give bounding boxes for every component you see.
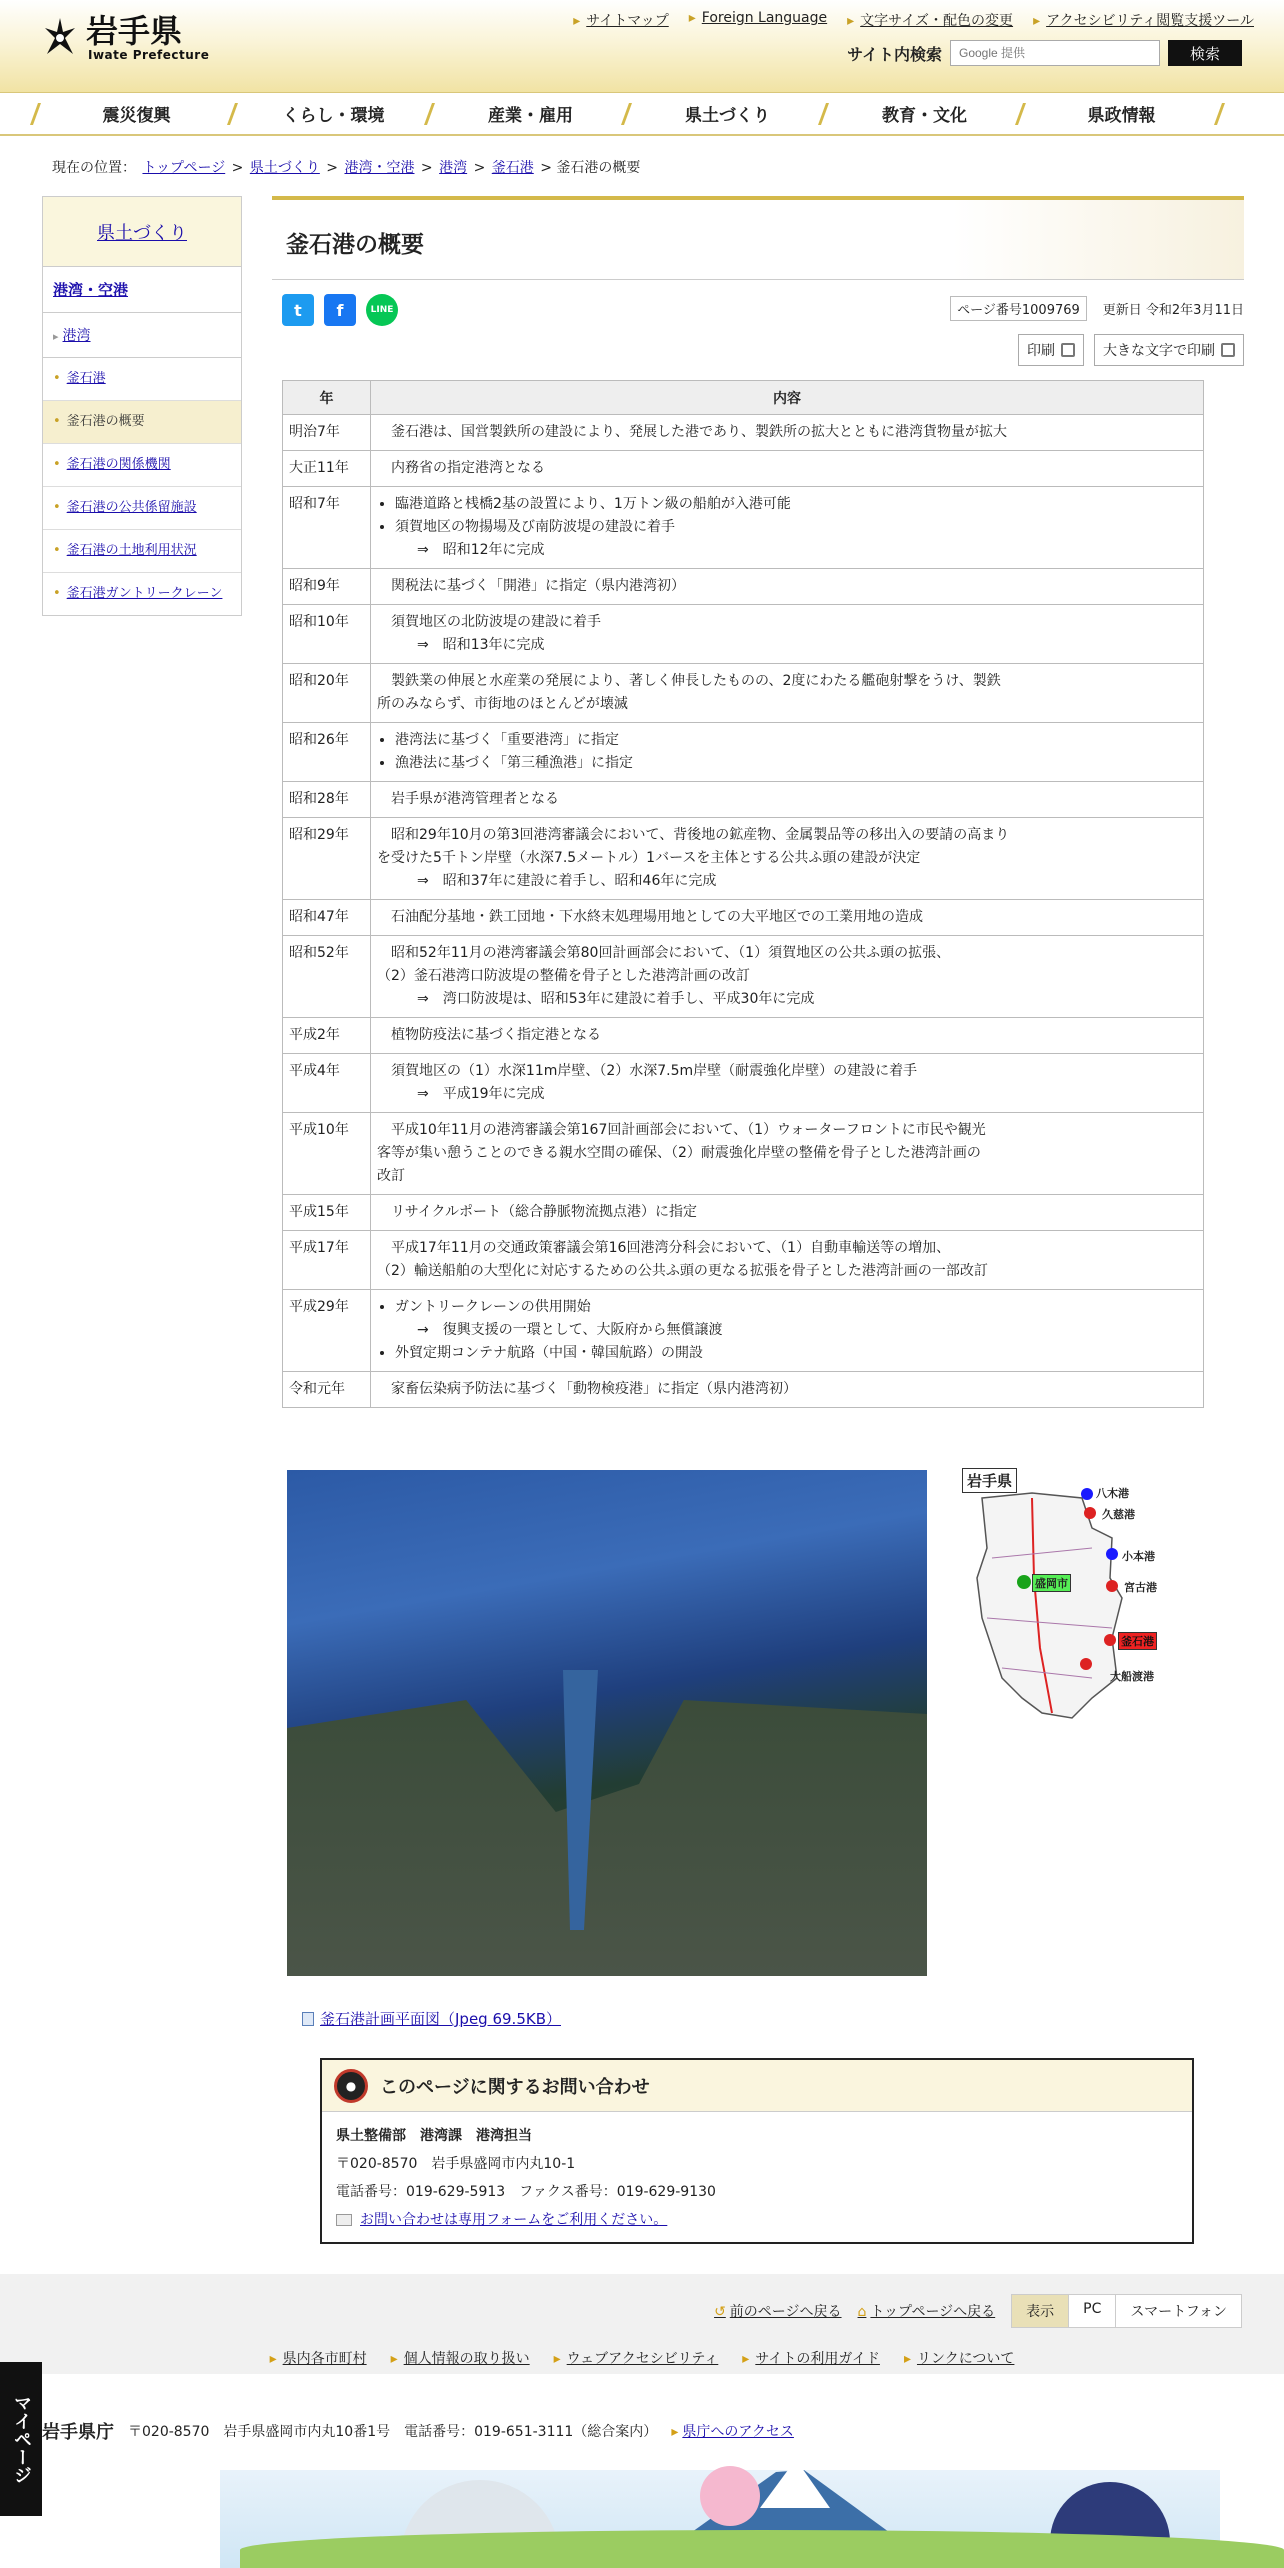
table-cell-year: 令和元年 bbox=[283, 1372, 371, 1408]
content-line: 平成17年11月の交通政策審議会第16回港湾分科会において、（1）自動車輸送等の増加、 bbox=[391, 1240, 951, 1256]
table-row bbox=[283, 936, 1204, 1018]
table-cell-year: 平成15年 bbox=[283, 1195, 371, 1231]
sidebar-item-crane bbox=[43, 573, 241, 615]
table-cell-content bbox=[371, 487, 1204, 569]
content-line: （2）輸送船舶の大型化に対応するための公共ふ頭の更なる拡張を骨子とした港湾計画の一部改訂 bbox=[377, 1263, 988, 1279]
table-row bbox=[283, 487, 1204, 569]
iwate-map-icon bbox=[962, 1468, 1172, 1728]
content-line: • 港湾法に基づく「重要港湾」に指定 bbox=[395, 729, 1197, 752]
text-size-color-link[interactable]: ▸ 文字サイズ・配色の変更 bbox=[847, 10, 1013, 30]
sidebar-link-ports[interactable]: 港湾 bbox=[62, 328, 91, 344]
sidebar-link-land-use[interactable]: 釜石港の土地利用状況 bbox=[66, 543, 197, 558]
table-cell-year: 平成2年 bbox=[283, 1018, 371, 1054]
table-cell-content bbox=[371, 1372, 1204, 1408]
content-line: 須賀地区の北防波堤の建設に着手 bbox=[391, 614, 601, 630]
sidebar-link-crane[interactable]: 釜石港ガントリークレーン bbox=[66, 586, 223, 601]
gnav-item-living[interactable]: くらし・環境 bbox=[235, 93, 432, 134]
contact-body bbox=[322, 2112, 1192, 2244]
table-cell-year: 昭和7年 bbox=[283, 487, 371, 569]
content-line: を受けた5千トン岸壁（水深7.5メートル）1バースを主体とする公共ふ頭の建設が決定 bbox=[377, 850, 921, 866]
iwate-port-map bbox=[962, 1468, 1172, 1728]
utility-links bbox=[573, 10, 1254, 30]
table-row bbox=[283, 1054, 1204, 1113]
table-cell-year: 平成4年 bbox=[283, 1054, 371, 1113]
footer-link-links[interactable]: ▸ リンクについて bbox=[904, 2348, 1014, 2368]
photo-land bbox=[287, 1700, 927, 1976]
content-line: 須賀地区の（1）水深11m岸壁、（2）水深7.5m岸壁（耐震強化岸壁）の建設に着手 bbox=[391, 1063, 918, 1079]
table-cell-year: 昭和26年 bbox=[283, 723, 371, 782]
mypage-tab[interactable]: マイページ bbox=[0, 2362, 42, 2516]
contact-form-row bbox=[336, 2206, 1178, 2234]
table-cell-year: 平成10年 bbox=[283, 1113, 371, 1195]
content-line: 釜石港は、国営製鉄所の建設により、発展した港であり、製鉄所の拡大とともに港湾貨物量が拡大 bbox=[391, 424, 1007, 440]
breadcrumb-prefix: 現在の位置： bbox=[52, 160, 136, 176]
table-row bbox=[283, 1290, 1204, 1372]
content-line: 石油配分基地・鉄工団地・下水終末処理場用地としての大平地区での工業用地の造成 bbox=[391, 909, 923, 925]
content-line: 岩手県が港湾管理者となる bbox=[391, 791, 559, 807]
display-pc-button[interactable]: PC bbox=[1069, 2295, 1116, 2327]
table-cell-content bbox=[371, 1231, 1204, 1290]
sidebar-title bbox=[43, 197, 241, 267]
prefecture-office-name: 岩手県庁 bbox=[42, 2422, 114, 2443]
table-cell-year: 昭和52年 bbox=[283, 936, 371, 1018]
column-header-content: 内容 bbox=[371, 381, 1204, 415]
content-line: • 漁港法に基づく「第三種漁港」に指定 bbox=[395, 752, 1197, 775]
content-line: 平成10年11月の港湾審議会第167回計画部会において、（1）ウォーターフロントに市民や観光 bbox=[391, 1122, 986, 1138]
breadcrumb-infrastructure[interactable]: 県土づくり bbox=[249, 160, 320, 176]
sidebar-link-kamaishi[interactable]: 釜石港 bbox=[66, 371, 106, 386]
table-row bbox=[283, 415, 1204, 451]
mail-icon bbox=[336, 2214, 352, 2226]
map-label-omoto: 小本港 bbox=[1122, 1550, 1155, 1563]
breadcrumb-current: 釜石港の概要 bbox=[556, 160, 641, 176]
table-row bbox=[283, 1195, 1204, 1231]
display-smartphone-button[interactable]: スマートフォン bbox=[1130, 2304, 1227, 2320]
content-line: ⇒ 昭和12年に完成 bbox=[417, 542, 545, 558]
content-line: 製鉄業の伸展と水産業の発展により、著しく伸長したものの、2度にわたる艦砲射撃をうけ、製鉄 bbox=[391, 673, 1001, 689]
table-row bbox=[283, 1231, 1204, 1290]
map-label-kuji: 久慈港 bbox=[1102, 1508, 1135, 1521]
content-line: ⇒ 湾口防波堤は、昭和53年に建設に着手し、平成30年に完成 bbox=[417, 991, 815, 1007]
column-header-year: 年 bbox=[283, 381, 371, 415]
content-line: 内務省の指定港湾となる bbox=[391, 460, 545, 476]
search-button[interactable]: 検索 bbox=[1168, 40, 1242, 66]
print-large-label: 大きな文字で印刷 bbox=[1103, 343, 1215, 359]
breadcrumb-ports[interactable]: 港湾 bbox=[439, 160, 468, 176]
content-line: 昭和52年11月の港湾審議会第80回計画部会において、（1）須賀地区の公共ふ頭の拡張、 bbox=[391, 945, 951, 961]
content-line: ⇒ 平成19年に完成 bbox=[417, 1086, 545, 1102]
page-meta bbox=[950, 296, 1244, 321]
logo-sub-text: Iwate Prefecture bbox=[88, 48, 210, 62]
table-cell-year: 明治7年 bbox=[283, 415, 371, 451]
gnav-item-infrastructure[interactable]: 県土づくり bbox=[629, 93, 826, 134]
history-table-body bbox=[283, 415, 1204, 1408]
footer-link-privacy[interactable]: ▸ 個人情報の取り扱い bbox=[391, 2348, 530, 2368]
content-line: • ガントリークレーンの供用開始 bbox=[395, 1296, 1197, 1319]
table-row bbox=[283, 1018, 1204, 1054]
table-cell-content bbox=[371, 1113, 1204, 1195]
table-row bbox=[283, 723, 1204, 782]
content-line: （2）釜石港湾口防波堤の整備を骨子とした港湾計画の改訂 bbox=[377, 968, 750, 984]
table-cell-content bbox=[371, 664, 1204, 723]
display-label: 表示 bbox=[1012, 2295, 1069, 2327]
printer-icon bbox=[1221, 343, 1235, 357]
content-line: 関税法に基づく「開港」に指定（県内港湾初） bbox=[391, 578, 685, 594]
search-label: サイト内検索 bbox=[847, 44, 942, 64]
table-cell-year: 大正11年 bbox=[283, 451, 371, 487]
map-label-yagi: 八木港 bbox=[1096, 1487, 1129, 1500]
table-cell-content bbox=[371, 782, 1204, 818]
footer-address bbox=[42, 2418, 794, 2444]
breadcrumb-ports-airports[interactable]: 港湾・空港 bbox=[344, 160, 415, 176]
table-cell-year: 昭和29年 bbox=[283, 818, 371, 900]
sidebar-item-land-use bbox=[43, 530, 241, 573]
plan-file-link[interactable]: 釜石港計画平面図（Jpeg 69.5KB） bbox=[320, 2010, 561, 2028]
site-search bbox=[847, 40, 1242, 66]
table-cell-year: 平成29年 bbox=[283, 1290, 371, 1372]
site-header bbox=[0, 0, 1284, 92]
sidebar-item-kamaishi bbox=[43, 358, 241, 401]
facebook-icon[interactable]: f bbox=[324, 294, 356, 326]
foreign-language-link[interactable]: ▸ Foreign Language bbox=[689, 10, 827, 30]
table-cell-year: 昭和10年 bbox=[283, 605, 371, 664]
footer-links bbox=[0, 2348, 1284, 2368]
content-line: ⇒ 昭和13年に完成 bbox=[417, 637, 545, 653]
plan-file-link-row bbox=[302, 2008, 561, 2029]
sidebar-item-overview-current: • 釜石港の概要 bbox=[43, 401, 241, 444]
gnav-item-reconstruction[interactable]: 震災復興 bbox=[38, 93, 235, 134]
line-icon[interactable]: LINE bbox=[366, 294, 398, 326]
sidebar-item-ports bbox=[43, 313, 241, 358]
table-cell-content bbox=[371, 605, 1204, 664]
footer-link-municipalities[interactable]: ▸ 県内各市町村 bbox=[270, 2348, 367, 2368]
display-switcher bbox=[1011, 2294, 1242, 2328]
logo-main-text: 岩手県 bbox=[86, 12, 183, 50]
breadcrumb-kamaishi[interactable]: 釜石港 bbox=[491, 160, 534, 176]
page-number: ページ番号1009769 bbox=[950, 296, 1087, 321]
breadcrumb: 現在の位置： トップページ > 県土づくり > 港湾・空港 > 港湾 > 釜石港 > 釜石港の概要 bbox=[52, 160, 641, 176]
map-label-ofunato: 大船渡港 bbox=[1110, 1670, 1154, 1683]
content-line: ⇒ 昭和37年に建設に着手し、昭和46年に完成 bbox=[417, 873, 717, 889]
table-cell-year: 昭和20年 bbox=[283, 664, 371, 723]
content-line: • 臨港道路と桟橋2基の設置により、1万トン級の船舶が入港可能 bbox=[395, 493, 1197, 516]
table-cell-year: 昭和47年 bbox=[283, 900, 371, 936]
global-nav bbox=[0, 92, 1284, 136]
table-cell-content bbox=[371, 818, 1204, 900]
table-row bbox=[283, 900, 1204, 936]
sidebar-title-link[interactable]: 県土づくり bbox=[97, 222, 187, 244]
sidebar-item-mooring bbox=[43, 487, 241, 530]
map-title: 岩手県 bbox=[962, 1468, 1017, 1493]
gnav-item-industry[interactable]: 産業・雇用 bbox=[432, 93, 629, 134]
site-logo[interactable] bbox=[42, 14, 209, 62]
table-row bbox=[283, 1113, 1204, 1195]
table-cell-year: 平成17年 bbox=[283, 1231, 371, 1290]
breadcrumb-top[interactable]: トップページ bbox=[142, 160, 226, 176]
table-row bbox=[283, 451, 1204, 487]
page-title: 釜石港の概要 bbox=[272, 196, 1244, 280]
content-line: • 須賀地区の物揚場及び南防波堤の建設に着手 bbox=[395, 516, 1197, 539]
content-line: 植物防疫法に基づく指定港となる bbox=[391, 1027, 601, 1043]
twitter-icon[interactable]: t bbox=[282, 294, 314, 326]
gnav-item-government[interactable]: 県政情報 bbox=[1023, 93, 1220, 134]
top-page-link[interactable]: ⌂ トップページへ戻る bbox=[858, 2301, 996, 2321]
table-row bbox=[283, 818, 1204, 900]
footer-link-guide[interactable]: ▸ サイトの利用ガイド bbox=[742, 2348, 880, 2368]
sitemap-link[interactable]: ▸ サイトマップ bbox=[573, 10, 669, 30]
table-cell-content bbox=[371, 936, 1204, 1018]
content-line: リサイクルポート（総合静脈物流拠点港）に指定 bbox=[391, 1204, 698, 1220]
table-row bbox=[283, 782, 1204, 818]
table-cell-year: 昭和28年 bbox=[283, 782, 371, 818]
gnav-item-education[interactable]: 教育・文化 bbox=[826, 93, 1023, 134]
illustration-cherry-tree bbox=[700, 2466, 760, 2526]
search-input[interactable] bbox=[950, 40, 1160, 66]
back-link[interactable]: ↺ 前のページへ戻る bbox=[714, 2301, 841, 2321]
table-row bbox=[283, 605, 1204, 664]
main-content bbox=[272, 196, 1244, 1397]
office-access-link[interactable]: ▸ 県庁へのアクセス bbox=[671, 2421, 794, 2441]
sidebar bbox=[42, 196, 242, 616]
table-row bbox=[283, 664, 1204, 723]
map-label-kamaishi: 釜石港 bbox=[1118, 1632, 1157, 1650]
illustration-hill bbox=[240, 2530, 1284, 2568]
history-table bbox=[282, 380, 1204, 1408]
content-line: 家畜伝染病予防法に基づく「動物検疫港」に指定（県内港湾初） bbox=[391, 1381, 797, 1397]
contact-heading: このページに関するお問い合わせ bbox=[380, 2076, 650, 2098]
content-line: → 復興支援の一環として、大阪府から無償譲渡 bbox=[417, 1322, 723, 1338]
print-buttons bbox=[1018, 334, 1244, 366]
printer-icon bbox=[1061, 343, 1075, 357]
footer-nav bbox=[714, 2294, 1242, 2328]
contact-form-link[interactable]: お問い合わせは専用フォームをご利用ください。 bbox=[360, 2212, 668, 2228]
contact-box bbox=[320, 2058, 1194, 2244]
content-line: • 外貿定期コンテナ航路（中国・韓国航路）の開設 bbox=[395, 1342, 1197, 1365]
share-buttons bbox=[282, 294, 398, 326]
table-row bbox=[283, 569, 1204, 605]
print-large-button[interactable] bbox=[1094, 334, 1244, 366]
content-line: 昭和29年10月の第3回港湾審議会において、背後地の鉱産物、金属製品等の移出入の要請の高まり bbox=[391, 827, 1010, 843]
sidebar-link-ports-airports[interactable]: 港湾・空港 bbox=[53, 281, 129, 299]
contact-address: 〒020-8570 岩手県盛岡市内丸10-1 bbox=[336, 2156, 576, 2172]
table-cell-content bbox=[371, 1018, 1204, 1054]
table-cell-content bbox=[371, 415, 1204, 451]
contact-phone: 電話番号：019-629-5913 ファクス番号：019-629-9130 bbox=[336, 2184, 716, 2200]
map-label-morioka: 盛岡市 bbox=[1032, 1574, 1071, 1592]
office-address: 〒020-8570 岩手県盛岡市内丸10番1号 電話番号：019-651-3111（総合案内） bbox=[128, 2424, 658, 2440]
table-cell-content bbox=[371, 451, 1204, 487]
table-cell-year: 昭和9年 bbox=[283, 569, 371, 605]
table-cell-content bbox=[371, 569, 1204, 605]
image-file-icon bbox=[302, 2012, 314, 2026]
table-cell-content bbox=[371, 1195, 1204, 1231]
aerial-photo-kamaishi-port bbox=[287, 1470, 927, 1976]
mascot-icon: ● bbox=[334, 2069, 368, 2103]
sidebar-link-mooring[interactable]: 釜石港の公共係留施設 bbox=[66, 500, 197, 515]
sidebar-item-organizations bbox=[43, 444, 241, 487]
contact-department: 県土整備部 港湾課 港湾担当 bbox=[336, 2128, 532, 2144]
prefecture-emblem-icon bbox=[42, 14, 78, 62]
table-cell-content bbox=[371, 900, 1204, 936]
print-label: 印刷 bbox=[1027, 343, 1055, 359]
table-cell-content bbox=[371, 1290, 1204, 1372]
accessibility-tool-link[interactable]: ▸ アクセシビリティ閲覧支援ツール bbox=[1033, 10, 1254, 30]
table-cell-content bbox=[371, 723, 1204, 782]
footer-link-accessibility[interactable]: ▸ ウェブアクセシビリティ bbox=[554, 2348, 719, 2368]
content-line: 客等が集い憩うことのできる親水空間の確保、（2）耐震強化岸壁の整備を骨子とした港湾計画の bbox=[377, 1145, 981, 1161]
sidebar-item-ports-airports bbox=[43, 267, 241, 313]
contact-header bbox=[322, 2060, 1192, 2112]
content-line: 所のみならず、市街地のほとんどが壊滅 bbox=[377, 696, 628, 712]
map-label-miyako: 宮古港 bbox=[1124, 1581, 1157, 1594]
content-line: 改訂 bbox=[377, 1168, 405, 1184]
print-button[interactable] bbox=[1018, 334, 1084, 366]
table-cell-content bbox=[371, 1054, 1204, 1113]
sidebar-link-organizations[interactable]: 釜石港の関係機関 bbox=[66, 457, 171, 472]
footer-illustration bbox=[0, 2460, 1284, 2568]
updated-date: 更新日 令和2年3月11日 bbox=[1102, 303, 1244, 318]
table-row bbox=[283, 1372, 1204, 1408]
